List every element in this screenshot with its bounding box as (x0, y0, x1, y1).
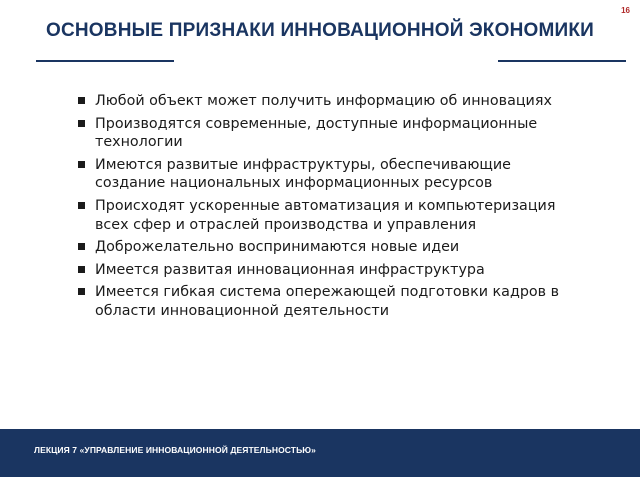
square-bullet-icon (78, 161, 85, 168)
title-underline-left (36, 60, 174, 62)
list-item (78, 115, 568, 152)
square-bullet-icon (78, 243, 85, 250)
slide-title: ОСНОВНЫЕ ПРИЗНАКИ ИННОВАЦИОННОЙ ЭКОНОМИКИ (45, 20, 595, 41)
list-item (78, 261, 568, 280)
page-number: 16 (621, 6, 630, 15)
list-item-text: Производятся современные, доступные информационные технологии (95, 115, 538, 151)
list-item-text: Доброжелательно воспринимаются новые идеи (95, 239, 460, 256)
list-item (78, 92, 568, 111)
list-item-text: Имеются развитые инфраструктуры, обеспечивающие создание национальных информационных ресурсов (95, 156, 511, 192)
title-underline-right (498, 60, 626, 62)
square-bullet-icon (78, 266, 85, 273)
list-item-text: Имеется гибкая система опережающей подготовки кадров в области инновационной деятельности (95, 284, 560, 319)
square-bullet-icon (78, 120, 85, 127)
square-bullet-icon (78, 288, 85, 295)
footer-lecture-title: ЛЕКЦИЯ 7 «УПРАВЛЕНИЕ ИННОВАЦИОННОЙ ДЕЯТЕЛЬНОСТЬЮ» (34, 445, 317, 455)
list-item (78, 238, 568, 257)
square-bullet-icon (78, 97, 85, 104)
bullet-list (78, 92, 568, 325)
footer-bar (0, 429, 640, 477)
list-item (78, 197, 568, 234)
list-item (78, 283, 568, 320)
square-bullet-icon (78, 202, 85, 209)
list-item-text: Имеется развитая инновационная инфраструктура (95, 261, 485, 278)
list-item (78, 156, 568, 193)
list-item-text: Происходят ускоренные автоматизация и компьютеризация всех сфер и отраслей производства и управления (95, 197, 556, 233)
list-item-text: Любой объект может получить информацию об инновациях (95, 93, 552, 109)
